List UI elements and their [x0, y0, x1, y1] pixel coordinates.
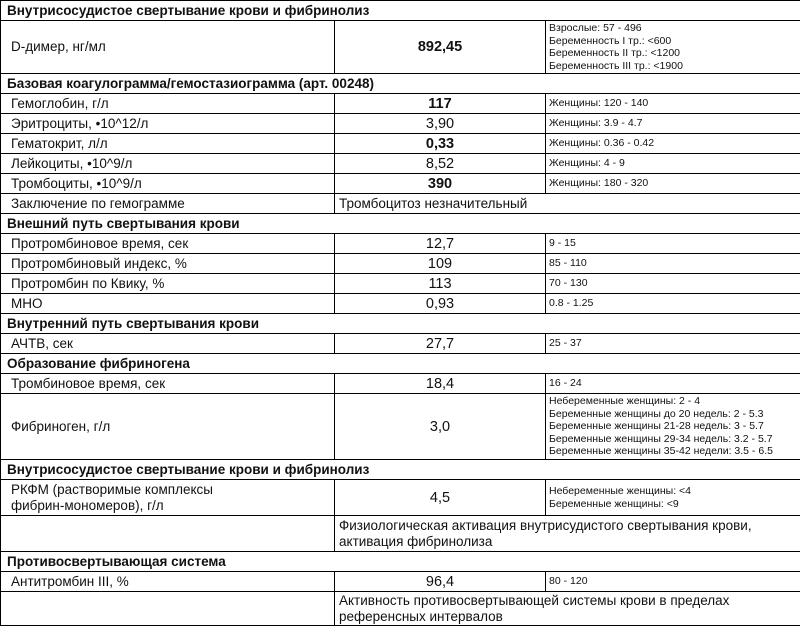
test-name: Эритроциты, •10^12/л: [1, 114, 335, 134]
section-header-row: [1, 1, 800, 21]
test-value: 96,4: [335, 572, 546, 592]
reference-range: 70 - 130: [546, 274, 800, 294]
test-name: Гемоглобин, г/л: [1, 94, 335, 114]
test-value: 109: [335, 254, 546, 274]
test-name: Антитромбин III, %: [1, 572, 335, 592]
test-name-line: РКФМ (растворимые комплексы: [11, 481, 213, 497]
test-value: 12,7: [335, 234, 546, 254]
table-row: [1, 274, 800, 294]
table-row: [1, 516, 800, 552]
table-row: [1, 394, 800, 460]
test-name: Заключение по гемограмме: [1, 194, 335, 214]
test-value: 117: [335, 94, 546, 114]
test-name: D-димер, нг/мл: [1, 21, 335, 74]
reference-range: 0.8 - 1.25: [546, 294, 800, 314]
conclusion-line: Активность противосвертывающей системы крови в пределах: [339, 592, 730, 608]
test-value: 0,93: [335, 294, 546, 314]
test-name: Лейкоциты, •10^9/л: [1, 154, 335, 174]
empty-cell: [1, 592, 335, 626]
table-row: [1, 134, 800, 154]
table-row: [1, 114, 800, 134]
reference-range: Женщины: 3.9 - 4.7: [546, 114, 800, 134]
test-value: 18,4: [335, 374, 546, 394]
section-header-row: [1, 354, 800, 374]
reference-line: Беременные женщины 21-28 недель: 3 - 5.7: [549, 420, 764, 433]
test-name: Тромбоциты, •10^9/л: [1, 174, 335, 194]
section-title: Базовая коагулограмма/гемостазиограмма (арт. 00248): [1, 74, 800, 94]
reference-line: Беременные женщины 35-42 недели: 3.5 - 6.5: [549, 445, 773, 458]
reference-range: Женщины: 180 - 320: [546, 174, 800, 194]
table-row: [1, 334, 800, 354]
section-header-row: [1, 314, 800, 334]
test-name: АЧТВ, сек: [1, 334, 335, 354]
table-row: [1, 154, 800, 174]
reference-line: Беременные женщины 29-34 недель: 3.2 - 5.7: [549, 432, 773, 445]
table-row: [1, 21, 800, 74]
section-header-row: [1, 460, 800, 480]
section-header-row: [1, 552, 800, 572]
reference-line: Беременность I тр.: <600: [549, 34, 672, 47]
reference-range: Женщины: 120 - 140: [546, 94, 800, 114]
reference-range: [546, 480, 800, 516]
reference-range: Женщины: 0.36 - 0.42: [546, 134, 800, 154]
reference-range: 25 - 37: [546, 334, 800, 354]
reference-line: Беременные женщины до 20 недель: 2 - 5.3: [549, 407, 764, 420]
test-value: 3,90: [335, 114, 546, 134]
conclusion-line: референсных интервалов: [339, 608, 503, 624]
reference-range: [546, 21, 800, 74]
test-value: 113: [335, 274, 546, 294]
test-name: Протромбиновый индекс, %: [1, 254, 335, 274]
reference-line: Взрослые: 57 - 496: [549, 22, 642, 34]
test-name: Протромбиновое время, сек: [1, 234, 335, 254]
test-value: 892,45: [335, 21, 546, 74]
conclusion-line: активация фибринолиза: [339, 533, 493, 549]
test-value: 4,5: [335, 480, 546, 516]
conclusion-text: [335, 516, 800, 552]
reference-line: Беременность II тр.: <1200: [549, 47, 680, 59]
reference-range: [546, 394, 800, 460]
reference-line: Небеременные женщины: 2 - 4: [549, 395, 701, 408]
section-title: Внутрисосудистое свертывание крови и фибринолиз: [1, 460, 800, 480]
test-name: МНО: [1, 294, 335, 314]
reference-line: Небеременные женщины: <4: [549, 485, 691, 497]
test-value: 27,7: [335, 334, 546, 354]
section-header-row: [1, 214, 800, 234]
table-row: [1, 592, 800, 626]
reference-range: Женщины: 4 - 9: [546, 154, 800, 174]
conclusion-text: Тромбоцитоз незначительный: [335, 194, 800, 214]
table-row: [1, 94, 800, 114]
section-title: Внутренний путь свертывания крови: [1, 314, 800, 334]
test-name: Гематокрит, л/л: [1, 134, 335, 154]
section-title: Образование фибриногена: [1, 354, 800, 374]
test-value: 8,52: [335, 154, 546, 174]
table-row: [1, 174, 800, 194]
table-row: [1, 374, 800, 394]
conclusion-text: [335, 592, 800, 626]
test-value: 0,33: [335, 134, 546, 154]
table-row: [1, 234, 800, 254]
table-row: [1, 572, 800, 592]
test-name: Фибриноген, г/л: [1, 394, 335, 460]
reference-range: 80 - 120: [546, 572, 800, 592]
empty-cell: [1, 516, 335, 552]
reference-range: 9 - 15: [546, 234, 800, 254]
section-header-row: [1, 74, 800, 94]
table-row: [1, 194, 800, 214]
section-title: Внешний путь свертывания крови: [1, 214, 800, 234]
conclusion-line: Физиологическая активация внутрисудистого свертывания крови,: [339, 517, 752, 533]
reference-range: 16 - 24: [546, 374, 800, 394]
test-name: Протромбин по Квику, %: [1, 274, 335, 294]
reference-line: Беременность III тр.: <1900: [549, 59, 683, 72]
test-value: 3,0: [335, 394, 546, 460]
test-name: [1, 480, 335, 516]
test-value: 390: [335, 174, 546, 194]
reference-line: Беременные женщины: <9: [549, 497, 679, 510]
test-name-line: фибрин-мономеров), г/л: [11, 497, 164, 513]
reference-range: 85 - 110: [546, 254, 800, 274]
table-row: [1, 480, 800, 516]
test-name: Тромбиновое время, сек: [1, 374, 335, 394]
section-title: Противосвертывающая система: [1, 552, 800, 572]
table-row: [1, 294, 800, 314]
section-title: Внутрисосудистое свертывание крови и фибринолиз: [1, 1, 800, 21]
table-row: [1, 254, 800, 274]
